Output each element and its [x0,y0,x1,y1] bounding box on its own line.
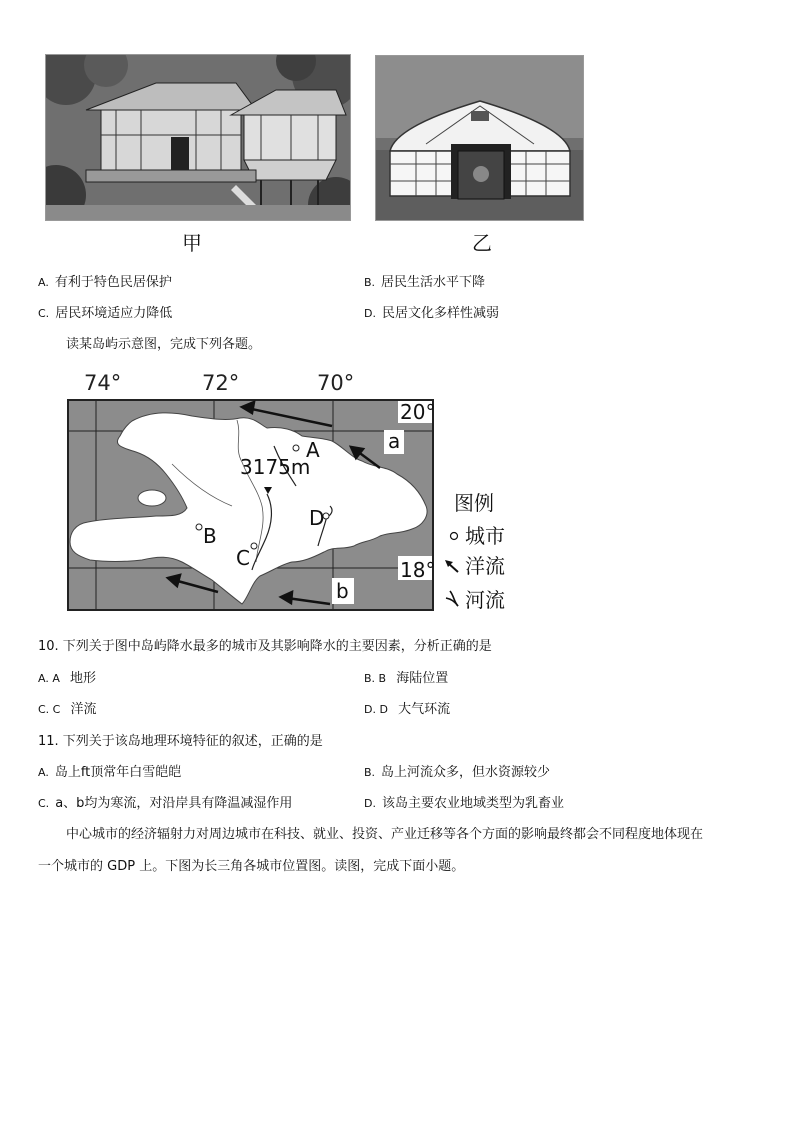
lat-label-18: 18° [400,558,436,582]
option-letter: A. A [38,672,60,685]
legend-title: 图例 [454,491,494,515]
intro-island: 读某岛屿示意图，完成下列各题。 [66,337,262,352]
option-letter: D. D [364,703,388,716]
lon-label-70: 70° [317,371,355,395]
option-text: 有利于特色民居保护 [54,275,172,290]
q11-stem: 11. 下列关于该岛地理环境特征的叙述，正确的是 [38,734,323,749]
option-letter: D. [364,797,376,810]
q10-option-c[interactable] [38,701,97,719]
q11-option-c[interactable] [38,795,292,813]
island-map [62,366,512,616]
q11-option-d[interactable] [364,795,564,813]
q9-option-b[interactable] [364,274,485,292]
current-label-a: a [388,429,401,453]
option-text: 岛上河流众多，但水资源较少 [381,765,551,780]
option-text: 地形 [70,671,97,686]
option-text: 大气环流 [398,702,451,717]
q10-option-d[interactable] [364,701,450,719]
river-symbol-icon [446,591,458,606]
option-text: 该岛主要农业地域类型为乳畜业 [381,796,564,811]
caption-yi: 乙 [472,231,492,255]
city-label-d: D [309,506,325,530]
legend-label-current: 洋流 [465,554,505,578]
option-text: 岛上ft顶常年白雪皑皑 [54,765,182,780]
option-text: a、b均为寒流，对沿岸具有降温减湿作用 [55,796,293,811]
q9-option-a[interactable] [38,274,172,292]
option-letter: B. [364,276,376,289]
legend-label-city: 城市 [465,524,505,548]
option-letter: A. [38,276,49,289]
current-label-b: b [336,579,349,603]
mongolian-yurt-photo [376,56,583,220]
lon-label-72: 72° [202,371,240,395]
lon-label-74: 74° [84,371,122,395]
city-a-marker [293,445,299,451]
small-island [138,490,166,506]
option-letter: B. [364,766,376,779]
city-b-marker [196,524,202,530]
city-c-marker [251,543,257,549]
option-letter: A. [38,766,49,779]
wooden-stilt-house-photo [46,55,350,220]
q11-option-a[interactable] [38,764,181,782]
ocean-current-arrow-icon [445,560,458,572]
photo-jia [45,54,351,221]
option-text: 民居文化多样性减弱 [381,306,499,321]
option-letter: B. B [364,672,387,685]
legend-label-river: 河流 [465,588,505,612]
q11-option-b[interactable] [364,764,550,782]
option-text: 居民环境适应力降低 [55,306,173,321]
q9-option-d[interactable] [364,305,499,323]
q10-option-a[interactable] [38,670,96,688]
elevation-label: 3175m [240,455,311,479]
option-letter: C. [38,307,50,320]
intro-yrd-line2: 一个城市的 GDP 上。下图为长三角各城市位置图。读图，完成下面小题。 [38,859,465,874]
photo-yi [375,55,584,221]
q9-option-c[interactable] [38,305,172,323]
option-letter: C. C [38,703,61,716]
q10-option-b[interactable] [364,670,448,688]
lat-label-20: 20° [400,400,436,424]
caption-jia: 甲 [182,231,202,255]
city-label-c: C [236,546,250,570]
city-label-b: B [203,524,217,548]
option-letter: D. [364,307,376,320]
city-symbol-icon [451,533,458,540]
option-text: 居民生活水平下降 [381,275,486,290]
q10-stem: 10. 下列关于图中岛屿降水最多的城市及其影响降水的主要因素，分析正确的是 [38,639,492,654]
city-label-a: A [306,438,320,462]
intro-yrd-line1: 中心城市的经济辐射力对周边城市在科技、就业、投资、产业迁移等各个方面的影响最终都会不同程度地体现在 [66,827,704,842]
option-text: 海陆位置 [396,671,449,686]
option-text: 洋流 [70,702,97,717]
option-letter: C. [38,797,50,810]
